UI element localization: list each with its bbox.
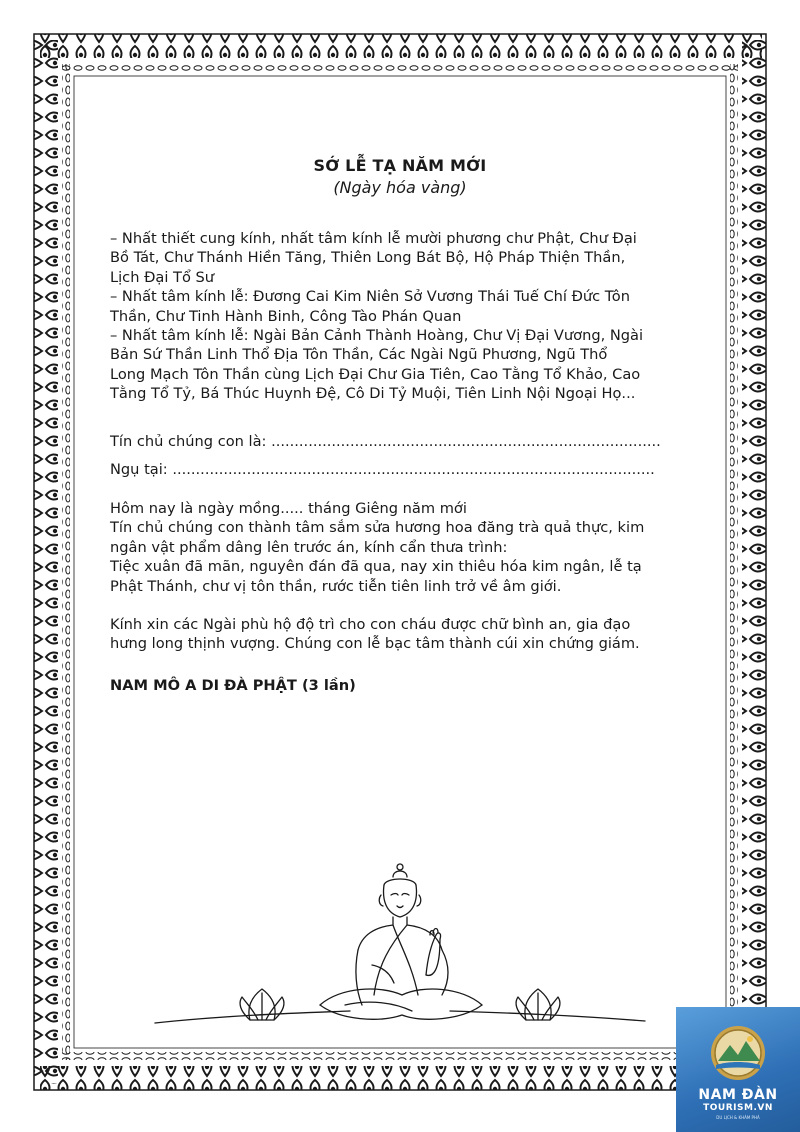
owner-field: Tín chủ chúng con là: .................................................................................... xyxy=(110,433,661,450)
logo-name: NAM ĐÀN xyxy=(698,1087,778,1103)
invocation-line: – Nhất thiết cung kính, nhất tâm kính lễ mười phương chư Phật, Chư Đại xyxy=(110,230,637,247)
buddha-illustration xyxy=(150,855,650,1050)
invocation-line: Bản Sứ Thần Linh Thổ Địa Tôn Thần, Các Ngài Ngũ Phương, Ngũ Thổ xyxy=(110,346,608,364)
prayer-line: Tiệc xuân đã mãn, nguyên đán đã qua, nay xin thiêu hóa kim ngân, lễ tạ xyxy=(110,558,642,576)
prayer-line: Hôm nay là ngày mồng..... tháng Giêng năm mới xyxy=(110,500,467,517)
invocation-line: – Nhất tâm kính lễ: Ngài Bản Cảnh Thành Hoàng, Chư Vị Đại Vương, Ngài xyxy=(110,327,644,345)
invocation-line: – Nhất tâm kính lễ: Đương Cai Kim Niên Sở Vương Thái Tuế Chí Đức Tôn xyxy=(110,288,630,306)
blessing-line: Kính xin các Ngài phù hộ độ trì cho con cháu được chữ bình an, gia đạo xyxy=(110,616,631,633)
invocation-line: Bồ Tát, Chư Thánh Hiền Tăng, Thiên Long Bát Bộ, Hộ Pháp Thiện Thần, xyxy=(110,249,626,267)
invocation-line: Thần, Chư Tinh Hành Binh, Công Tào Phán Quan xyxy=(110,307,462,325)
prayer-line: Phật Thánh, chư vị tôn thần, rước tiễn tiên linh trở về âm giới. xyxy=(110,577,562,595)
prayer-line: ngân vật phẩm dâng lên trước án, kính cẩn thưa trình: xyxy=(110,538,508,556)
brand-logo xyxy=(676,1007,800,1132)
closing-chant: NAM MÔ A DI ĐÀ PHẬT (3 lần) xyxy=(110,677,356,694)
page-title: SỚ LỄ TẠ NĂM MỚI xyxy=(313,156,487,175)
logo-tagline: DU LỊCH & KHÁM PHÁ xyxy=(716,1115,760,1120)
invocation-line: Long Mạch Tôn Thần cùng Lịch Đại Chư Gia Tiên, Cao Tằng Tổ Khảo, Cao xyxy=(110,365,641,383)
blessing-line: hưng long thịnh vượng. Chúng con lễ bạc tâm thành cúi xin chứng giám. xyxy=(110,635,640,653)
invocation-line: Lịch Đại Tổ Sư xyxy=(110,268,215,286)
invocation-line: Tằng Tổ Tỷ, Bá Thúc Huynh Đệ, Cô Di Tỷ Muội, Tiên Linh Nội Ngoại Họ... xyxy=(110,385,636,403)
address-field: Ngụ tại: ........................................................................................................ xyxy=(110,461,655,478)
invocation-section xyxy=(110,229,710,404)
blessing-section xyxy=(110,615,710,654)
prayer-section xyxy=(110,499,710,596)
logo-domain: TOURISM.VN xyxy=(703,1103,773,1113)
prayer-line: Tín chủ chúng con thành tâm sắm sửa hương hoa đăng trà quả thực, kim xyxy=(110,519,645,537)
logo-medallion xyxy=(676,1007,800,1089)
page-subtitle: (Ngày hóa vàng) xyxy=(333,178,467,197)
